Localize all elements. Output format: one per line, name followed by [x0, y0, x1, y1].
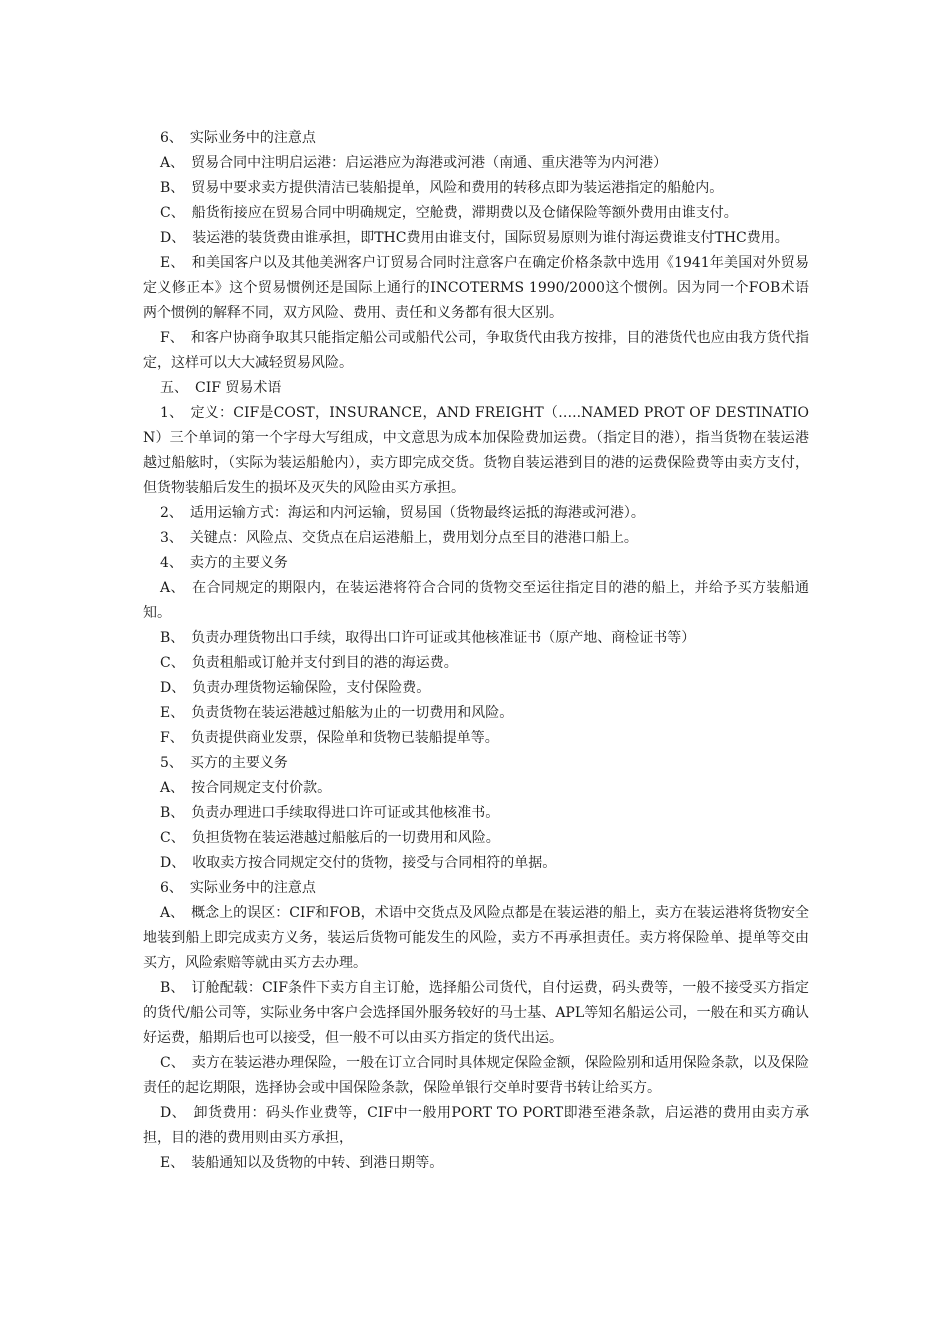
paragraph: A、 按合同规定支付价款。 — [160, 780, 332, 796]
subheading: 6、 实际业务中的注意点 — [160, 880, 316, 896]
paragraph: B、 贸易中要求卖方提供清洁已装船提单，风险和费用的转移点即为装运港指定的船舱内。 — [160, 180, 724, 196]
section-heading: 五、 CIF 贸易术语 — [160, 380, 282, 396]
paragraph: C、 卖方在装运港办理保险，一般在订立合同时具体规定保险金额，保险险别和适用保险条款，以及保险责任的起讫期限，选择协会或中国保险条款，保险单银行交单时要背书转让给买方。 — [143, 1055, 809, 1096]
paragraph: E、 装船通知以及货物的中转、到港日期等。 — [160, 1155, 444, 1171]
subheading: 5、 买方的主要义务 — [160, 755, 288, 771]
paragraph: A、 在合同规定的期限内，在装运港将符合合同的货物交至运往指定目的港的船上，并给予买方装船通知。 — [143, 580, 809, 621]
paragraph: B、 负责办理进口手续取得进口许可证或其他核准书。 — [160, 805, 500, 821]
document-body — [143, 126, 809, 1176]
paragraph: B、 订舱配载：CIF条件下卖方自主订舱，选择船公司货代，自付运费，码头费等，一般不接受买方指定的货代/船公司等，实际业务中客户会选择国外服务较好的马士基、APL等知名船运公司，一般在和买方确认好运费，船期后也可以接受，但一般不可以由买方指定的货代出运。 — [143, 980, 809, 1046]
paragraph: C、 负责租船或订舱并支付到目的港的海运费。 — [160, 655, 458, 671]
paragraph: F、 和客户协商争取其只能指定船公司或船代公司，争取货代由我方按排，目的港货代也应由我方货代指定，这样可以大大减轻贸易风险。 — [143, 330, 809, 371]
paragraph: F、 负责提供商业发票，保险单和货物已装船提单等。 — [160, 730, 499, 746]
paragraph: D、 卸货费用：码头作业费等，CIF中一般用PORT TO PORT即港至港条款，启运港的费用由卖方承担，目的港的费用则由买方承担， — [143, 1105, 809, 1146]
paragraph: B、 负责办理货物出口手续，取得出口许可证或其他核准证书（原产地、商检证书等） — [160, 630, 696, 646]
paragraph: 3、 关键点：风险点、交货点在启运港船上，费用划分点至目的港港口船上。 — [160, 530, 638, 546]
paragraph: D、 收取卖方按合同规定交付的货物，接受与合同相符的单据。 — [160, 855, 557, 871]
paragraph: E、 负责货物在装运港越过船舷为止的一切费用和风险。 — [160, 705, 514, 721]
paragraph: 6、 实际业务中的注意点 — [160, 130, 316, 146]
paragraph: 1、 定义：CIF是COST，INSURANCE，AND FREIGHT（…..NAMED PROT OF DESTINATION）三个单词的第一个字母大写组成，中文意思为成本加保险费加运费。（指定目的港），指当货物在装运港越过船舷时，（实际为装运船舱内），卖方即完成交货。货物自装运港到目的港的运费保险费等由卖方支付，但货物装船后发生的损坏及灭失的风险由买方承担。 — [143, 405, 809, 496]
paragraph: C、 负担货物在装运港越过船舷后的一切费用和风险。 — [160, 830, 500, 846]
paragraph: 2、 适用运输方式：海运和内河运输，贸易国（货物最终运抵的海港或河港）。 — [160, 505, 645, 521]
subheading: 4、 卖方的主要义务 — [160, 555, 288, 571]
paragraph: A、 贸易合同中注明启运港：启运港应为海港或河港（南通、重庆港等为内河港） — [160, 155, 668, 171]
paragraph: E、 和美国客户以及其他美洲客户订贸易合同时注意客户在确定价格条款中选用《1941年美国对外贸易定义修正本》这个贸易惯例还是国际上通行的INCOTERMS 1990/2000这个惯例。因为同一个FOB术语两个惯例的解释不同，双方风险、费用、责任和义务都有很大区别。 — [143, 255, 809, 321]
paragraph: A、 概念上的误区：CIF和FOB，术语中交货点及风险点都是在装运港的船上，卖方在装运港将货物安全地装到船上即完成卖方义务，装运后货物可能发生的风险，卖方不再承担责任。卖方将保险单、提单等交由买方，风险索赔等就由买方去办理。 — [143, 905, 809, 971]
paragraph: D、 负责办理货物运输保险，支付保险费。 — [160, 680, 431, 696]
paragraph: C、 船货衔接应在贸易合同中明确规定，空舱费，滞期费以及仓储保险等额外费用由谁支付。 — [160, 205, 738, 221]
paragraph: D、 装运港的装货费由谁承担，即THC费用由谁支付，国际贸易原则为谁付海运费谁支付THC费用。 — [160, 230, 789, 246]
